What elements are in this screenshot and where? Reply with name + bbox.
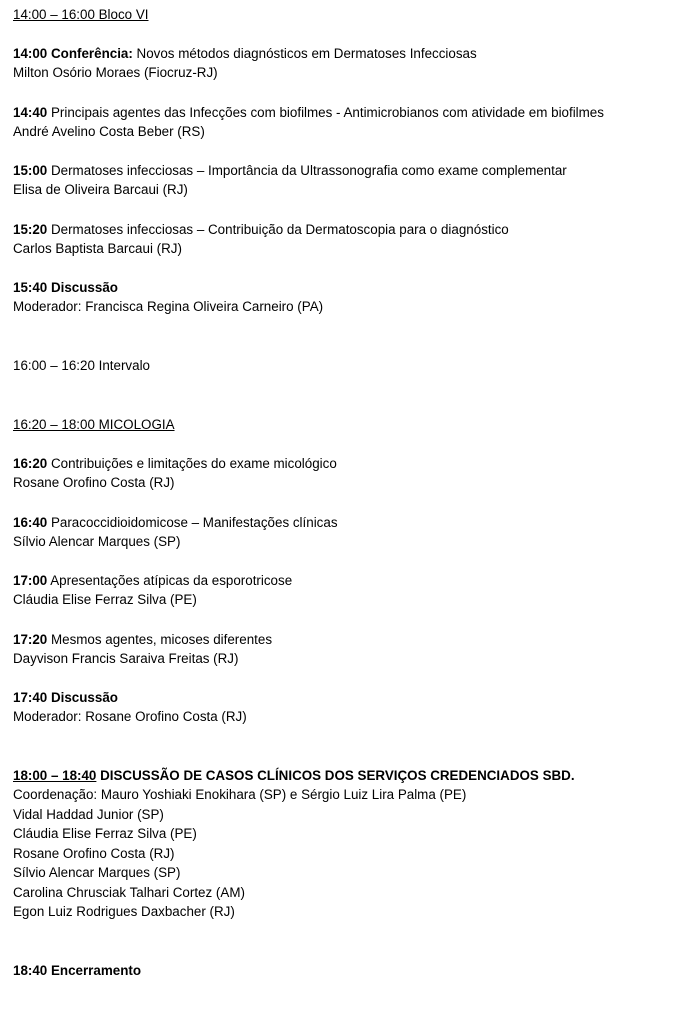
bloco-vi-heading: 14:00 – 16:00 Bloco VI bbox=[13, 7, 149, 22]
encerramento: 18:40 Encerramento bbox=[13, 963, 142, 978]
participant: Carolina Chrusciak Talhari Cortez (AM) bbox=[13, 885, 245, 900]
session-title-line bbox=[13, 44, 477, 63]
micologia-heading: 16:20 – 18:00 MICOLOGIA bbox=[13, 417, 175, 432]
moderator: Moderador: Rosane Orofino Costa (RJ) bbox=[13, 709, 247, 724]
session-title-line bbox=[13, 454, 337, 473]
session-time: 14:40 bbox=[13, 105, 48, 120]
session-time: 16:20 bbox=[13, 456, 48, 471]
session-title-line bbox=[13, 513, 338, 532]
casos-title: DISCUSSÃO DE CASOS CLÍNICOS DOS SERVIÇOS CREDENCIADOS SBD. bbox=[96, 768, 575, 783]
casos-time: 18:00 – 18:40 bbox=[13, 768, 97, 783]
session-title-line bbox=[13, 220, 509, 239]
session-speaker: André Avelino Costa Beber (RS) bbox=[13, 124, 205, 139]
moderator: Moderador: Francisca Regina Oliveira Carneiro (PA) bbox=[13, 299, 324, 314]
session-title: Paracoccidioidomicose – Manifestações clínicas bbox=[47, 515, 338, 530]
session-speaker: Cláudia Elise Ferraz Silva (PE) bbox=[13, 592, 197, 607]
session-title-line bbox=[13, 161, 567, 180]
discussion-label: 15:40 Discussão bbox=[13, 280, 118, 295]
session-speaker: Milton Osório Moraes (Fiocruz-RJ) bbox=[13, 65, 218, 80]
session-speaker: Dayvison Francis Saraiva Freitas (RJ) bbox=[13, 651, 239, 666]
participant: Sílvio Alencar Marques (SP) bbox=[13, 865, 181, 880]
session-title-line bbox=[13, 103, 604, 122]
session-title-line bbox=[13, 571, 292, 590]
participant: Vidal Haddad Junior (SP) bbox=[13, 807, 164, 822]
session-time: 15:20 bbox=[13, 222, 48, 237]
intervalo: 16:00 – 16:20 Intervalo bbox=[13, 358, 150, 373]
session-time: 16:40 bbox=[13, 515, 48, 530]
session-title: Dermatoses infecciosas – Importância da Ultrassonografia como exame complementar bbox=[47, 163, 567, 178]
session-time: 15:00 bbox=[13, 163, 48, 178]
coordination: Coordenação: Mauro Yoshiaki Enokihara (SP) e Sérgio Luiz Lira Palma (PE) bbox=[13, 787, 467, 802]
casos-heading bbox=[13, 766, 575, 785]
session-speaker: Rosane Orofino Costa (RJ) bbox=[13, 475, 175, 490]
session-title: Contribuições e limitações do exame micológico bbox=[47, 456, 337, 471]
session-time: 17:00 bbox=[13, 573, 48, 588]
session-title-line bbox=[13, 630, 272, 649]
session-speaker: Elisa de Oliveira Barcaui (RJ) bbox=[13, 182, 188, 197]
session-title: Mesmos agentes, micoses diferentes bbox=[47, 632, 273, 647]
participant: Rosane Orofino Costa (RJ) bbox=[13, 846, 175, 861]
session-time: 14:00 Conferência: bbox=[13, 46, 133, 61]
session-speaker: Carlos Baptista Barcaui (RJ) bbox=[13, 241, 182, 256]
session-time: 17:20 bbox=[13, 632, 48, 647]
participant: Egon Luiz Rodrigues Daxbacher (RJ) bbox=[13, 904, 235, 919]
session-speaker: Sílvio Alencar Marques (SP) bbox=[13, 534, 181, 549]
session-title: Dermatoses infecciosas – Contribuição da Dermatoscopia para o diagnóstico bbox=[47, 222, 509, 237]
session-title: Novos métodos diagnósticos em Dermatoses Infecciosas bbox=[132, 46, 477, 61]
participant: Cláudia Elise Ferraz Silva (PE) bbox=[13, 826, 197, 841]
discussion-label: 17:40 Discussão bbox=[13, 690, 118, 705]
session-title: Principais agentes das Infecções com biofilmes - Antimicrobianos com atividade em biofilmes bbox=[47, 105, 604, 120]
session-title: Apresentações atípicas da esporotricose bbox=[47, 573, 293, 588]
